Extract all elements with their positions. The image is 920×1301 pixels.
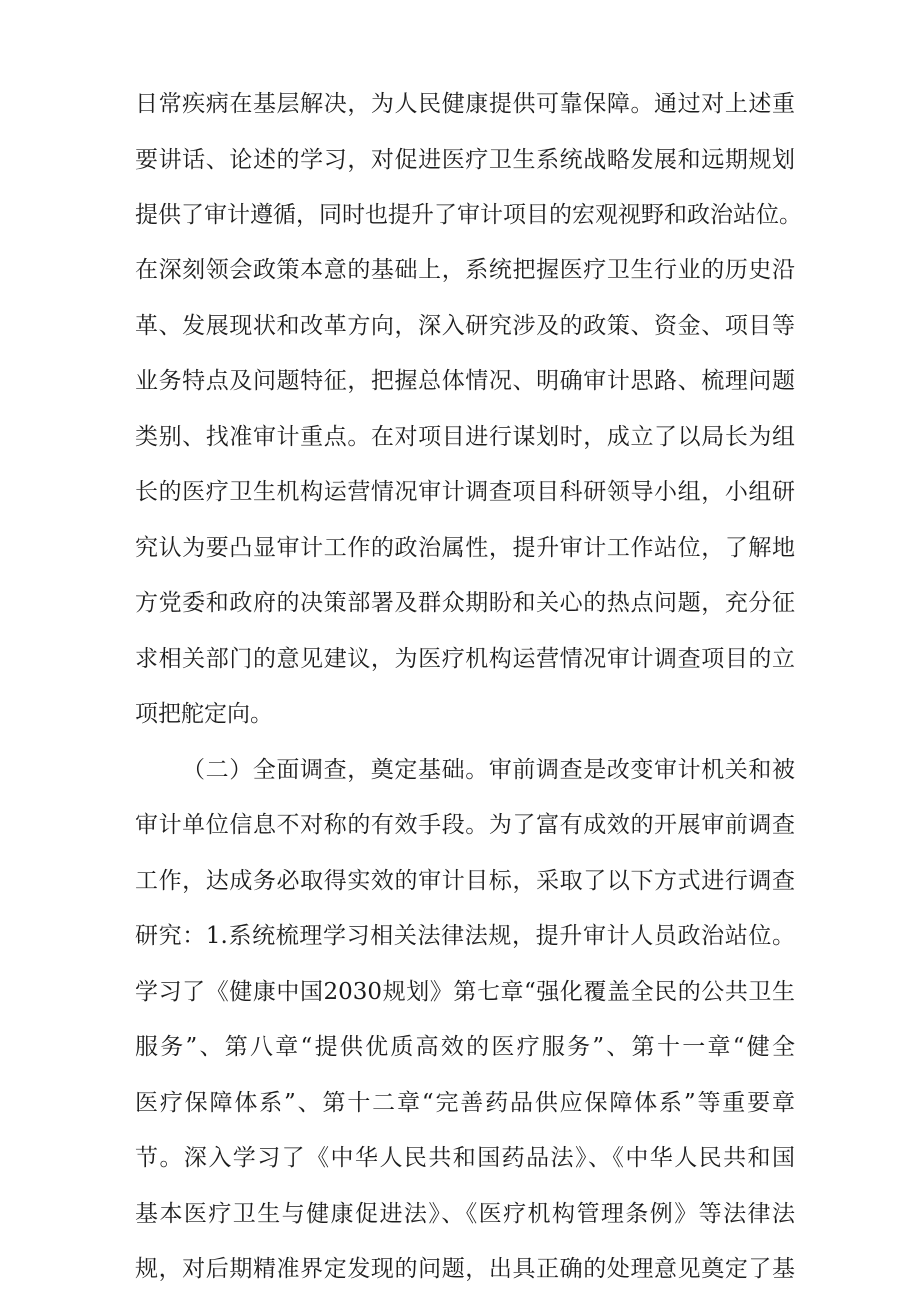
text-line: 要讲话、论述的学习，对促进医疗卫生系统战略发展和远期规划 (135, 147, 795, 173)
text-line: （二）全面调查，奠定基础。审前调查是改变审计机关和被 (182, 757, 795, 783)
text-line: 节。深入学习了《中华人民共和国药品法》、《中华人民共和国 (135, 1145, 795, 1171)
text-line: 长的医疗卫生机构运营情况审计调查项目科研领导小组，小组研 (135, 479, 795, 505)
text-line: 服务”、第八章“提供优质高效的医疗服务”、第十一章“健全 (135, 1034, 795, 1060)
text-line: 提供了审计遵循，同时也提升了审计项目的宏观视野和政治站位。 (135, 202, 802, 228)
text-line: 类别、找准审计重点。在对项目进行谋划时，成立了以局长为组 (135, 424, 795, 450)
text-line: 日常疾病在基层解决，为人民健康提供可靠保障。通过对上述重 (135, 91, 795, 117)
text-line: 求相关部门的意见建议，为医疗机构运营情况审计调查项目的立 (135, 646, 795, 672)
text-line: 审计单位信息不对称的有效手段。为了富有成效的开展审前调查 (135, 812, 795, 838)
text-line: 究认为要凸显审计工作的政治属性，提升审计工作站位，了解地 (135, 535, 795, 561)
text-line: 工作，达成务必取得实效的审计目标，采取了以下方式进行调查 (135, 868, 795, 894)
text-line: 革、发展现状和改革方向，深入研究涉及的政策、资金、项目等 (135, 313, 795, 339)
text-line: 业务特点及问题特征，把握总体情况、明确审计思路、梳理问题 (135, 368, 795, 394)
text-line: 研究：1.系统梳理学习相关法律法规，提升审计人员政治站位。 (135, 923, 795, 949)
text-line: 在深刻领会政策本意的基础上，系统把握医疗卫生行业的历史沿 (135, 257, 795, 283)
text-line: 规，对后期精准界定发现的问题，出具正确的处理意见奠定了基 (135, 1256, 795, 1282)
text-line: 基本医疗卫生与健康促进法》、《医疗机构管理条例》等法律法 (135, 1201, 795, 1227)
text-line: 学习了《健康中国2030规划》第七章“强化覆盖全民的公共卫生 (135, 979, 795, 1005)
text-line: 项把舵定向。 (135, 701, 273, 727)
text-line: 方党委和政府的决策部署及群众期盼和关心的热点问题，充分征 (135, 590, 795, 616)
text-line: 医疗保障体系”、第十二章“完善药品供应保障体系”等重要章 (135, 1090, 795, 1116)
